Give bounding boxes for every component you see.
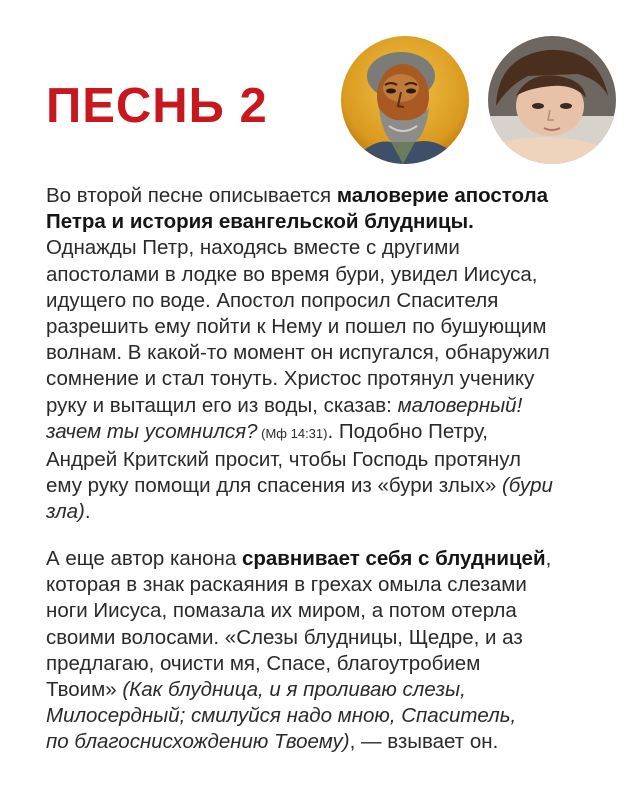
text-line xyxy=(46,499,626,525)
bold-text: сравнивает себя с блудницей xyxy=(241,547,546,570)
crying-woman-image xyxy=(488,36,616,164)
text-line: апостолами в лодке во время бури, увидел Иисуса, xyxy=(46,262,538,286)
text-span: , xyxy=(545,547,552,570)
bold-text: Петра и история евангельской блудницы. xyxy=(46,210,474,234)
text-line: разрешить ему пойти к Нему и пошел по бушующим xyxy=(46,315,547,339)
text-span: Твоим» xyxy=(46,678,123,702)
text-line xyxy=(46,419,626,447)
italic-text: (бури xyxy=(501,474,553,498)
italic-quote: маловерный! xyxy=(397,393,523,417)
text-span: руку и вытащил его из воды, сказав: xyxy=(46,393,398,417)
text-line: Андрей Критский просит, чтобы Господь протянул xyxy=(46,448,521,472)
italic-translation: по благоснисхождению Твоему) xyxy=(46,730,350,754)
paragraph-peter xyxy=(46,183,626,526)
text-line: которая в знак раскаяния в грехах омыла слезами xyxy=(46,573,527,597)
text-line: предлагаю, очисти мя, Спасе, благоутробием xyxy=(46,651,481,675)
text-span: . xyxy=(84,500,91,524)
text-span: Во второй песне описывается xyxy=(46,184,337,207)
text-span: , — взывает он. xyxy=(349,730,499,754)
italic-translation: Милосердный; смилуйся надо мною, Спаситель, xyxy=(46,704,517,728)
bold-text: маловерие апостола xyxy=(336,184,548,207)
text-line: волнам. В какой-то момент он испугался, обнаружил xyxy=(46,341,550,365)
text-line xyxy=(46,473,626,499)
text-line xyxy=(46,183,626,209)
text-span: А еще автор канона xyxy=(46,547,242,570)
text-line xyxy=(46,546,626,572)
text-line xyxy=(46,393,626,419)
scripture-reference: (Мф 14:31) xyxy=(257,425,328,441)
italic-quote: зачем ты усомнился? xyxy=(46,419,258,443)
page-title: ПЕСНЬ 2 xyxy=(46,79,268,133)
text-line xyxy=(46,729,626,755)
text-line: своими волосами. «Слезы блудницы, Щедре, и аз xyxy=(46,625,523,649)
text-line: Однажды Петр, находясь вместе с другими xyxy=(46,236,460,260)
paragraph-harlot xyxy=(46,546,626,756)
apostle-peter-icon-image xyxy=(341,36,469,164)
text-line xyxy=(46,703,626,729)
text-span: . Подобно Петру, xyxy=(327,419,488,443)
italic-translation: (Как блудница, и я проливаю слезы, xyxy=(122,678,466,702)
text-line: идущего по воде. Апостол попросил Спасителя xyxy=(46,288,499,312)
text-line: ноги Иисуса, помазала их миром, а потом отерла xyxy=(46,599,517,623)
text-line xyxy=(46,677,626,703)
text-line xyxy=(46,209,626,235)
text-span: ему руку помощи для спасения из «бури злых» xyxy=(46,474,502,498)
italic-text: зла) xyxy=(46,500,85,524)
text-line: сомнение и стал тонуть. Христос протянул ученику xyxy=(46,367,535,391)
